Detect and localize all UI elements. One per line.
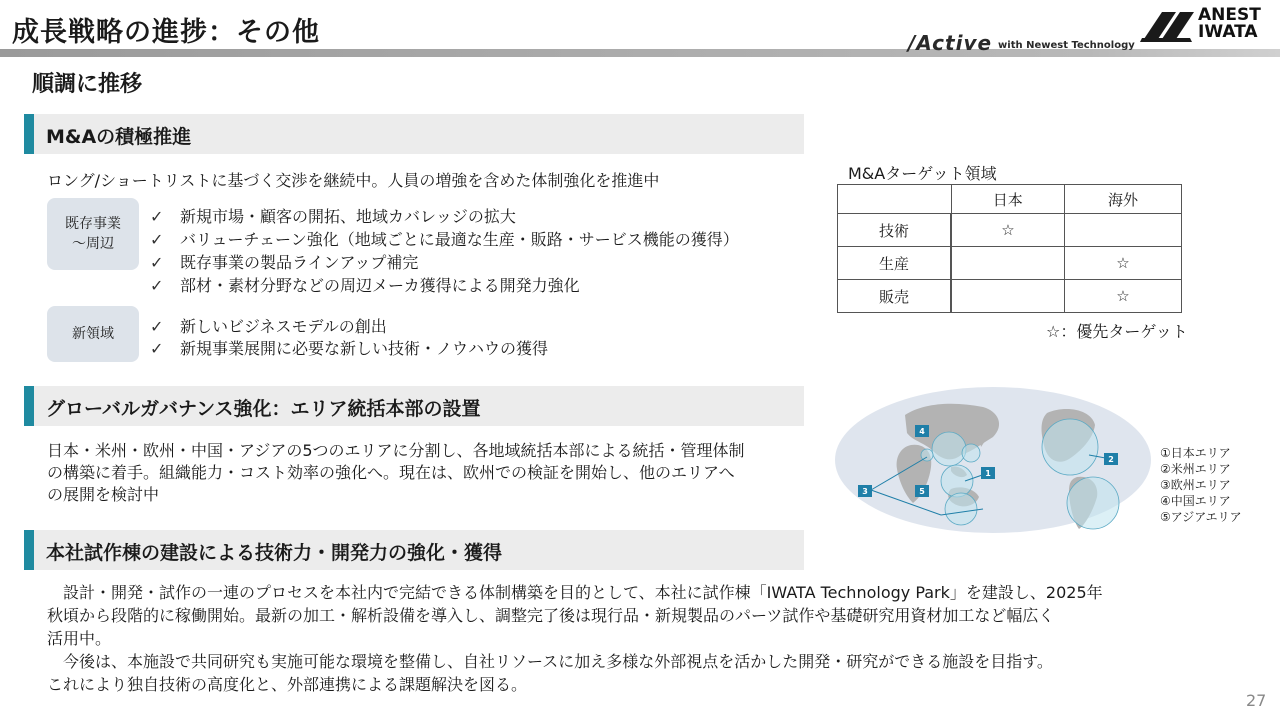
- rd-line: 活用中。: [47, 629, 112, 648]
- tagline-active: /Active: [908, 31, 993, 55]
- legend-item: ④中国エリア: [1160, 494, 1231, 508]
- page-number: 27: [1246, 691, 1267, 710]
- area-circle-asia: [941, 465, 973, 497]
- tagline: [908, 33, 1135, 53]
- table-row: [838, 280, 1182, 313]
- target-table-title: M&Aターゲット領域: [848, 164, 997, 183]
- cell-overseas: [1065, 214, 1182, 247]
- section-rd-heading: 本社試作棟の建設による技術力・開発力の強化・獲得: [46, 542, 503, 564]
- section-accent-bar: [24, 114, 34, 154]
- cell-japan: ☆: [951, 214, 1065, 247]
- col-header-japan: 日本: [951, 185, 1065, 214]
- cell-japan: [951, 247, 1065, 280]
- pill-existing-line2: ～周辺: [72, 236, 114, 252]
- check-item-text: 新規市場・顧客の開拓、地域カバレッジの拡大: [180, 207, 516, 226]
- section-accent-bar: [24, 530, 34, 570]
- pill-new-domain-label: 新領域: [72, 326, 114, 342]
- check-icon: ✓: [150, 253, 164, 272]
- cell-japan: [951, 280, 1065, 313]
- subtitle: 順調に推移: [32, 72, 143, 97]
- pill-existing-business: [47, 198, 139, 270]
- check-item: [150, 338, 548, 360]
- area-circle-japan: [962, 444, 980, 462]
- logo-line1: ANEST: [1198, 5, 1261, 25]
- check-icon: ✓: [150, 230, 164, 249]
- rd-line: これにより独自技術の高度化と、外部連携による課題解決を図る。: [47, 675, 528, 694]
- table-corner-cell: [838, 185, 952, 214]
- section-ma-header: [24, 114, 804, 154]
- rd-line: 今後は、本施設で共同研究も実施可能な環境を整備し、自社リソースに加え多様な外部視点を活かした開発・研究ができる施設を目指す。: [47, 652, 1053, 671]
- marker-label: 5: [919, 487, 925, 496]
- area-circle-oceania: [945, 493, 977, 525]
- check-item-text: 新規事業展開に必要な新しい技術・ノウハウの獲得: [180, 339, 549, 358]
- row-label: 販売: [838, 280, 952, 313]
- section-governance-heading: グローバルガバナンス強化：エリア統括本部の設置: [46, 398, 481, 420]
- check-icon: ✓: [150, 207, 164, 226]
- area-circle-china: [932, 432, 966, 466]
- map-legend: [1160, 445, 1242, 525]
- table-row: [838, 247, 1182, 280]
- check-item: [150, 252, 418, 274]
- page-title: 成長戦略の進捗：その他: [12, 17, 320, 48]
- legend-item: ②米州エリア: [1160, 462, 1231, 476]
- section-ma-heading: M&Aの積極推進: [46, 126, 192, 148]
- governance-line: の展開を検討中: [47, 485, 160, 504]
- check-item: [150, 206, 516, 228]
- row-label: 技術: [838, 214, 952, 247]
- governance-line: の構築に着手。組織能力・コスト効率の強化へ。現在は、欧州での検証を開始し、他のエリアへ: [47, 463, 735, 482]
- target-table: [837, 184, 1182, 313]
- governance-line: 日本・米州・欧州・中国・アジアの5つのエリアに分割し、各地域統括本部による統括・管理体制: [47, 441, 745, 460]
- rd-line: 秋頃から段階的に稼働開始。最新の加工・解析設備を導入し、調整完了後は現行品・新規製品のパーツ試作や基礎研究用資材加工など幅広く: [47, 606, 1055, 625]
- table-row: [838, 214, 1182, 247]
- check-item: [150, 316, 387, 338]
- section-rd-header: [24, 530, 804, 570]
- table-header-row: [838, 185, 1182, 214]
- check-icon: ✓: [150, 317, 164, 336]
- legend-item: ③欧州エリア: [1160, 478, 1231, 492]
- pill-existing-line1: 既存事業: [65, 216, 121, 232]
- section-accent-bar: [24, 386, 34, 426]
- rd-line: 設計・開発・試作の一連のプロセスを本社内で完結できる体制構築を目的として、本社に試作棟「IWATA Technology Park」を建設し、2025年: [47, 583, 1103, 602]
- check-item: [150, 229, 739, 251]
- pill-new-domain: [47, 306, 139, 362]
- target-table-note: ☆：優先ターゲット: [1046, 322, 1188, 341]
- logo-wordmark: [1198, 7, 1261, 41]
- check-icon: ✓: [150, 339, 164, 358]
- cell-overseas: ☆: [1065, 247, 1182, 280]
- legend-item: ⑤アジアエリア: [1160, 510, 1242, 524]
- check-item: [150, 275, 580, 297]
- tagline-sub: with Newest Technology: [998, 40, 1135, 51]
- check-item-text: バリューチェーン強化（地域ごとに最適な生産・販路・サービス機能の獲得）: [180, 230, 739, 249]
- marker-label: 4: [919, 427, 925, 436]
- marker-label: 2: [1108, 455, 1114, 464]
- logo-line2: IWATA: [1198, 22, 1258, 42]
- row-label: 生産: [838, 247, 952, 280]
- area-circle-north-america: [1042, 419, 1098, 475]
- ma-intro: ロング/ショートリストに基づく交渉を継続中。人員の増強を含めた体制強化を推進中: [47, 171, 660, 190]
- world-map: [833, 385, 1153, 535]
- check-item-text: 新しいビジネスモデルの創出: [180, 317, 387, 336]
- section-governance-header: [24, 386, 804, 426]
- check-item-text: 部材・素材分野などの周辺メーカ獲得による開発力強化: [180, 276, 580, 295]
- col-header-overseas: 海外: [1065, 185, 1182, 214]
- area-circle-south-america: [1067, 477, 1119, 529]
- marker-label: 3: [862, 487, 868, 496]
- check-item-text: 既存事業の製品ラインアップ補完: [180, 253, 419, 272]
- check-icon: ✓: [150, 276, 164, 295]
- marker-label: 1: [985, 469, 991, 478]
- legend-item: ①日本エリア: [1160, 446, 1231, 460]
- cell-overseas: ☆: [1065, 280, 1182, 313]
